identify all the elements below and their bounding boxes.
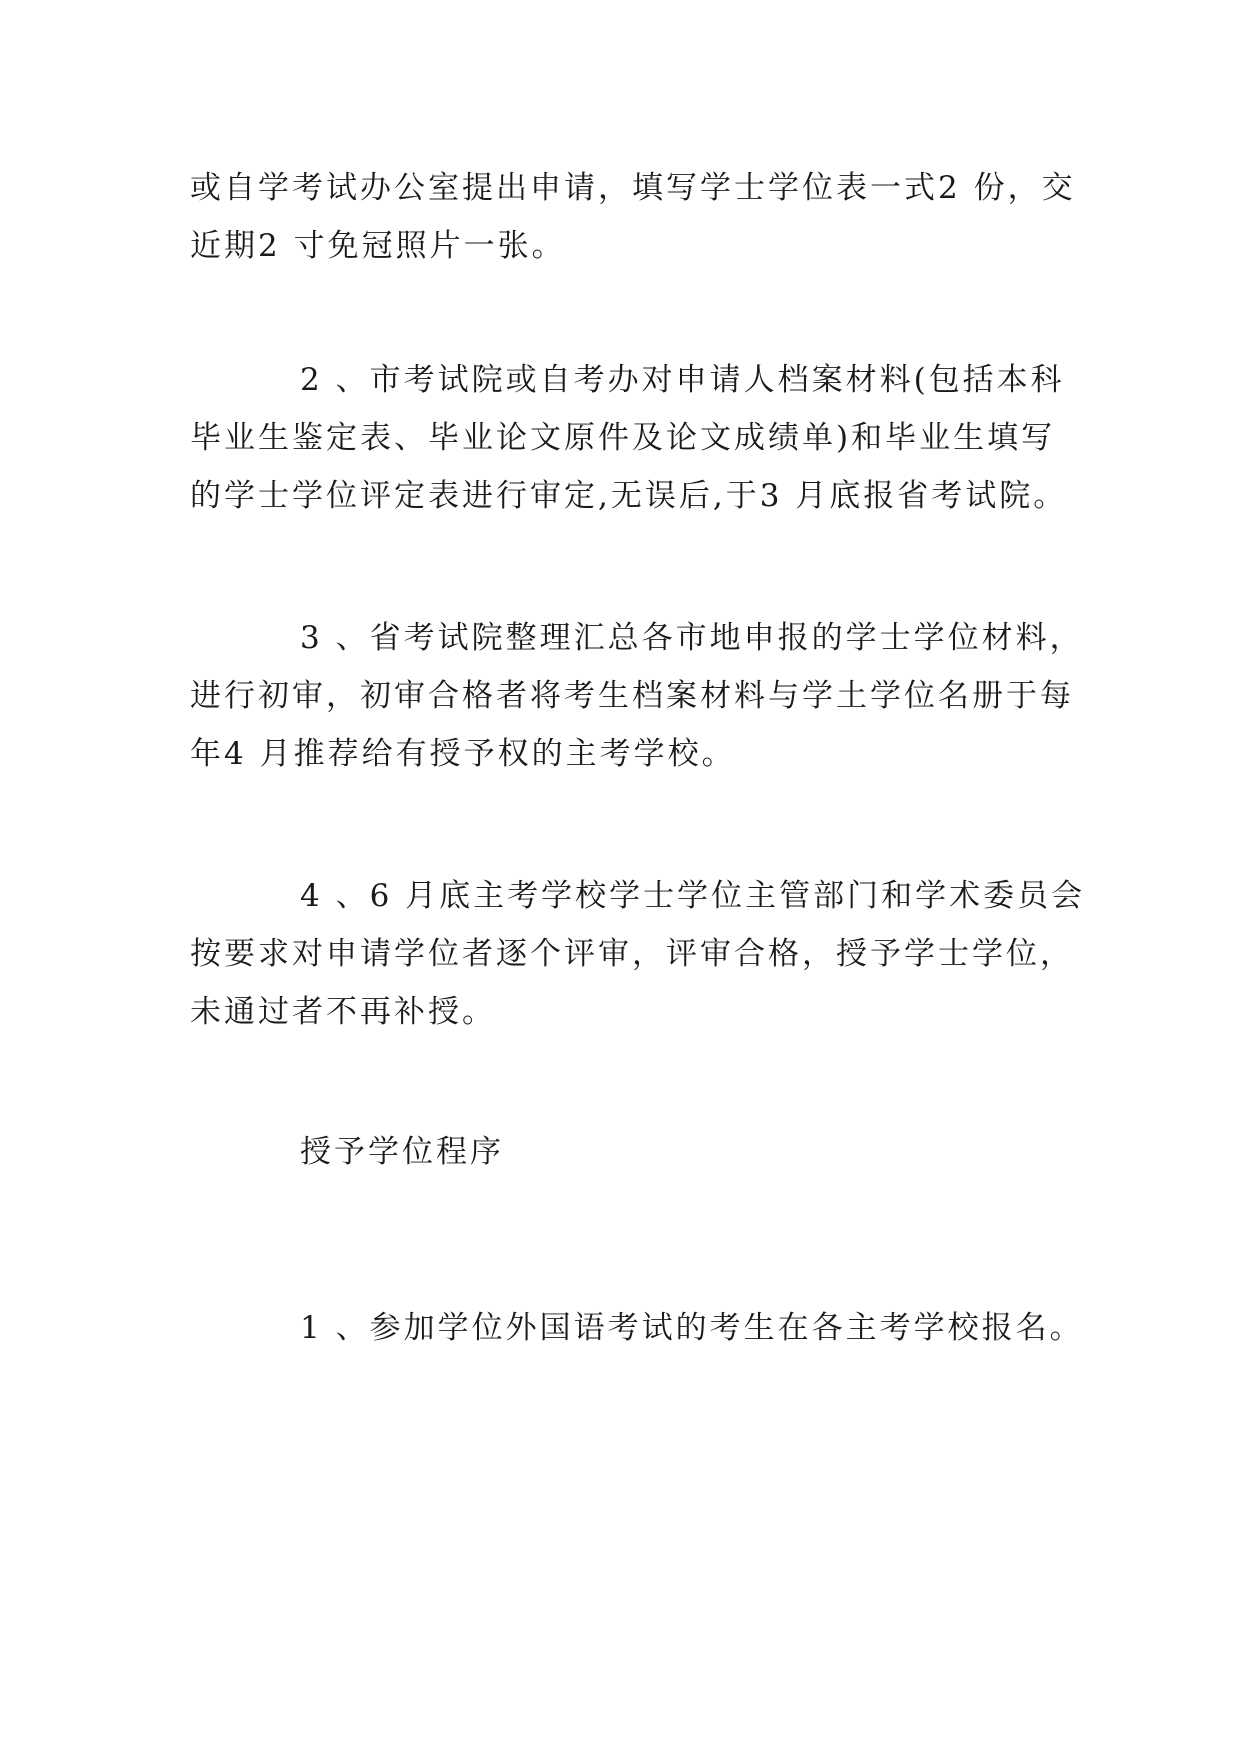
- para4-line1: 4 、6 月底主考学校学士学位主管部门和学术委员会: [300, 878, 1086, 914]
- para3-line1: 3 、省考试院整理汇总各市地申报的学士学位材料，: [300, 620, 1084, 656]
- para4-line2: 按要求对申请学位者逐个评审，评审合格，授予学士学位，: [190, 936, 1074, 972]
- para2-line2: 毕业生鉴定表、毕业论文原件及论文成绩单)和毕业生填写: [190, 420, 1056, 456]
- para2-line3: 的学士学位评定表进行审定,无误后,于3 月底报省考试院。: [190, 478, 1068, 514]
- para3-line3: 年4 月推荐给有授予权的主考学校。: [190, 736, 736, 772]
- para2-line1: 2 、市考试院或自考办对申请人档案材料(包括本科: [300, 362, 1065, 398]
- para1-line1: 或自学考试办公室提出申请，填写学士学位表一式2 份，交: [190, 170, 1076, 206]
- section-heading: 授予学位程序: [300, 1134, 504, 1170]
- para4-line3: 未通过者不再补授。: [190, 994, 496, 1030]
- para3-line2: 进行初审，初审合格者将考生档案材料与学土学位名册于每: [190, 678, 1074, 714]
- para1-line2: 近期2 寸免冠照片一张。: [190, 228, 566, 264]
- para5-line1: 1 、参加学位外国语考试的考生在各主考学校报名。: [300, 1310, 1084, 1346]
